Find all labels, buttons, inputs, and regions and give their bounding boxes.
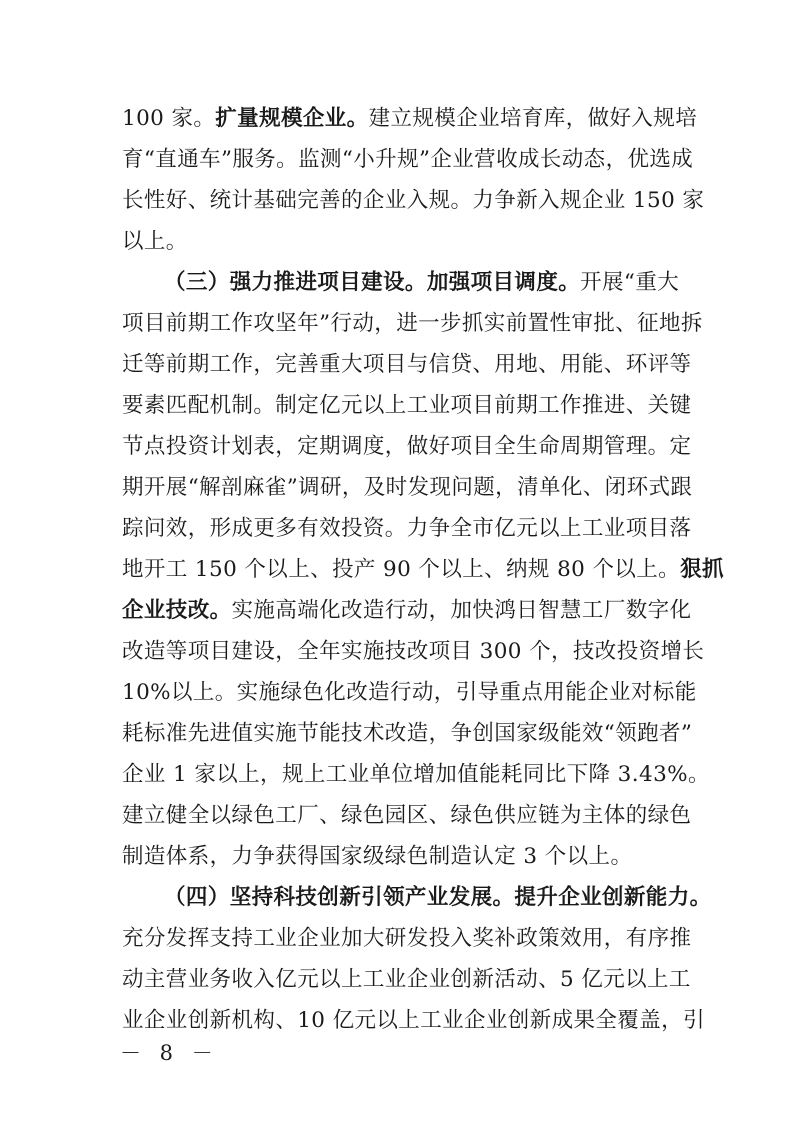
text-line (122, 509, 692, 549)
text-segment: 改造等项目建设，全年实施技改项目 300 个，技改投资增长 (122, 639, 705, 664)
text-segment: 动主营业务收入亿元以上工业企业创新活动、5 亿元以上工 (122, 967, 691, 992)
text-line (122, 181, 705, 221)
text-line (122, 345, 692, 385)
text-segment: 迁等前期工作，完善重大项目与信贷、用地、用能、环评等 (122, 352, 692, 377)
text-line (122, 304, 703, 344)
text-line (122, 222, 672, 262)
text-line (122, 591, 692, 631)
text-line (122, 427, 692, 467)
text-line (122, 99, 698, 139)
text-segment: 以上。 (122, 229, 188, 254)
text-segment: 业企业创新机构、10 亿元以上工业企业创新成果全覆盖，引 (122, 1008, 705, 1033)
bold-heading-text: 企业技改。 (122, 598, 232, 623)
text-segment: 建立健全以绿色工厂、绿色园区、绿色供应链为主体的绿色 (122, 803, 692, 828)
text-line (164, 878, 712, 918)
text-segment: 节点投资计划表，定期调度，做好项目全生命周期管理。定 (122, 434, 692, 459)
text-segment: 制造体系，力争获得国家级绿色制造认定 3 个以上。 (122, 844, 633, 869)
text-segment: 育“直通车”服务。监测“小升规”企业营收成长动态，优选成 (122, 147, 694, 172)
bold-heading-text: 狠抓 (680, 557, 724, 582)
text-segment: 10%以上。实施绿色化改造行动，引导重点用能企业对标能 (122, 680, 697, 705)
bold-heading-text: （四）坚持科技创新引领产业发展。 (164, 885, 515, 910)
text-line (164, 263, 680, 303)
text-line (122, 1001, 705, 1041)
bold-heading-text: 扩量规模企业。 (215, 106, 369, 131)
bold-heading-text: 提升企业创新能力。 (514, 885, 712, 910)
text-line (122, 386, 692, 426)
text-line (122, 673, 697, 713)
text-line (122, 919, 692, 959)
text-segment: 期开展“解剖麻雀”调研，及时发现问题，清单化、闭环式跟 (122, 475, 693, 500)
text-segment: 项目前期工作攻坚年”行动，进一步抓实前置性审批、征地拆 (122, 311, 703, 336)
text-line (122, 837, 672, 877)
text-segment: 要素匹配机制。制定亿元以上工业项目前期工作推进、关键 (122, 393, 692, 418)
text-segment: 企业 1 家以上，规上工业单位增加值能耗同比下降 3.43%。 (122, 762, 710, 787)
text-segment: 耗标准先进值实施节能技术改造，争创国家级能效“领跑者” (122, 721, 693, 746)
text-line (122, 960, 691, 1000)
bold-heading-text: （三）强力推进项目建设。 (164, 270, 427, 295)
text-segment: 开展“重大 (580, 270, 680, 295)
text-line (122, 632, 705, 672)
text-line (122, 550, 724, 590)
text-segment: 地开工 150 个以上、投产 90 个以上、纳规 80 个以上。 (122, 557, 681, 582)
text-line (122, 796, 692, 836)
text-segment: 建立规模企业培育库，做好入规培 (368, 106, 698, 131)
bold-heading-text: 加强项目调度。 (426, 270, 581, 295)
text-segment: 踪问效，形成更多有效投资。力争全市亿元以上工业项目落 (122, 516, 692, 541)
page-number: － 8 － (120, 1041, 219, 1065)
text-line (122, 714, 693, 754)
text-segment: 充分发挥支持工业企业加大研发投入奖补政策效用，有序推 (122, 926, 692, 951)
text-line (122, 755, 710, 795)
text-segment: 实施高端化改造行动，加快鸿日智慧工厂数字化 (231, 598, 692, 623)
text-segment: 长性好、统计基础完善的企业入规。力争新入规企业 150 家 (122, 188, 705, 213)
text-segment: 100 家。 (122, 106, 216, 131)
text-line (122, 468, 693, 508)
text-line (122, 140, 694, 180)
